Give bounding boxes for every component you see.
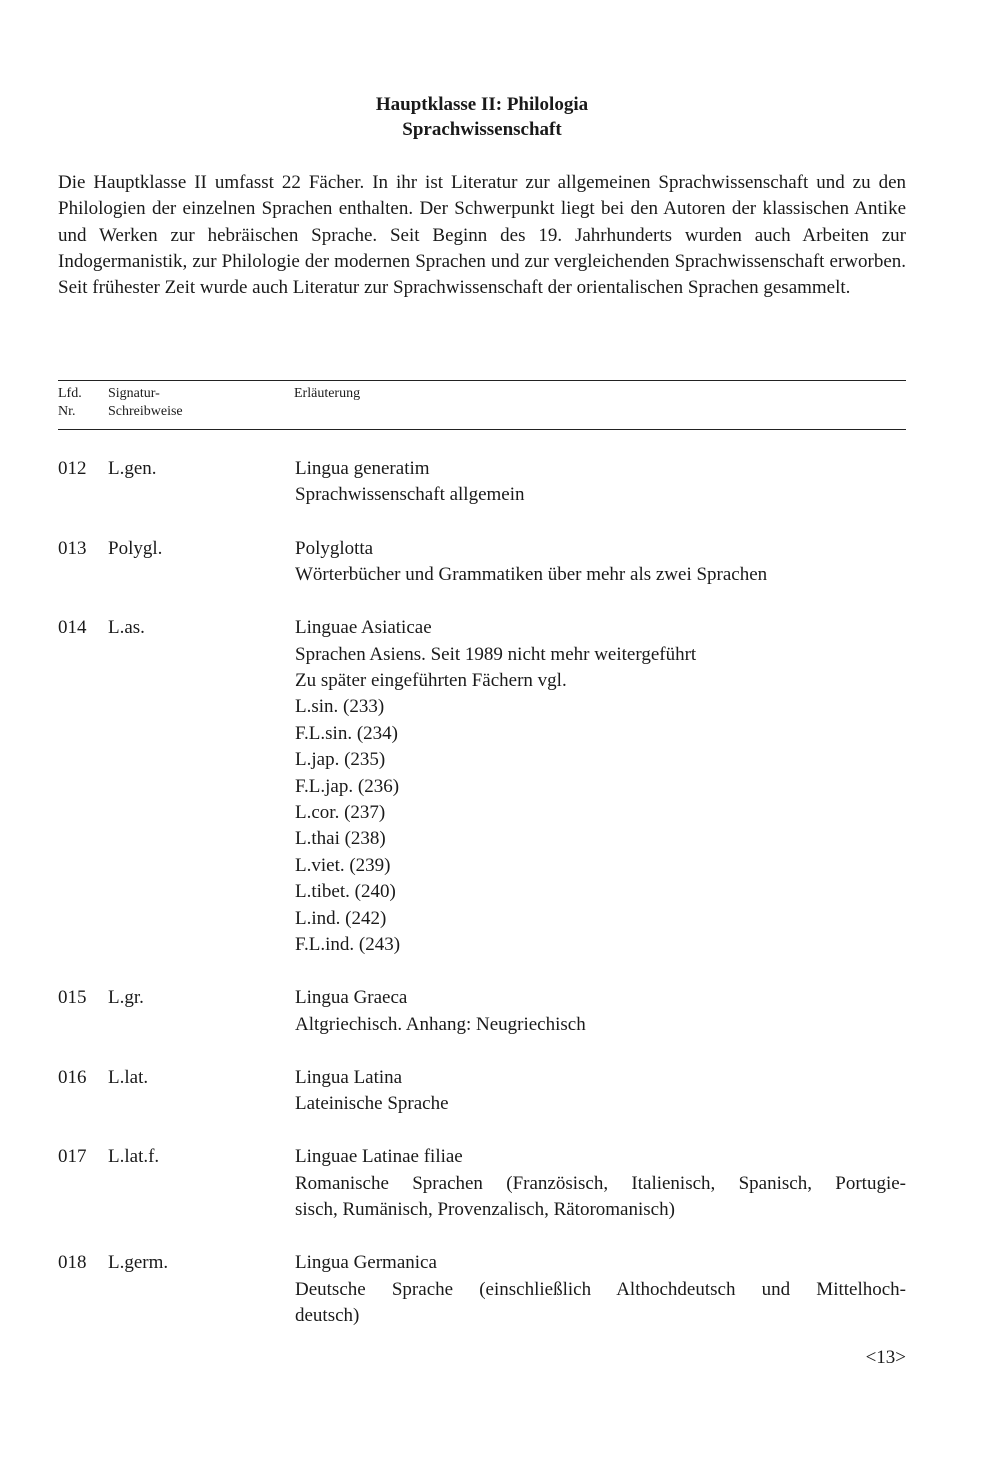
- table-top-rule: [58, 380, 906, 381]
- row-number: 013: [58, 537, 87, 559]
- row-number: 014: [58, 617, 87, 639]
- row-description: [295, 536, 906, 589]
- description-line: Lingua generatim: [295, 458, 430, 479]
- page-number: <13>: [865, 1347, 906, 1368]
- header-erlaeuterung: Erläuterung: [294, 386, 361, 401]
- row-number: 018: [58, 1252, 87, 1274]
- description-line: Wörterbücher und Grammatiken über mehr als zwei Sprachen: [295, 564, 768, 585]
- header-lfd-nr: [58, 385, 106, 421]
- row-signature: L.gr.: [108, 987, 144, 1009]
- row-number: 017: [58, 1146, 87, 1168]
- header-signatur: [108, 385, 238, 421]
- header-lfd-nr-line-2: Nr.: [58, 404, 76, 419]
- header-signatur-line-2: Schreibweise: [108, 404, 183, 419]
- description-line: Sprachen Asiens. Seit 1989 nicht mehr weitergeführt: [295, 643, 697, 665]
- description-line: F.L.sin. (234): [295, 722, 398, 744]
- description-line: L.cor. (237): [295, 802, 386, 824]
- row-description: [295, 1144, 906, 1223]
- description-line: Romanische Sprachen (Französisch, Italienisch, Spanisch, Portugie-: [295, 1172, 906, 1194]
- description-line: L.tibet. (240): [295, 881, 396, 903]
- description-line: Lingua Germanica: [295, 1252, 437, 1274]
- description-line: Sprachwissenschaft allgemein: [295, 484, 525, 506]
- description-line: L.ind. (242): [295, 907, 387, 929]
- description-line: Altgriechisch. Anhang: Neugriechisch: [295, 1013, 586, 1035]
- description-line: deutsch): [295, 1305, 360, 1327]
- row-signature: L.lat.f.: [108, 1146, 160, 1168]
- row-signature: Polygl.: [108, 537, 163, 559]
- description-line: Linguae Asiaticae: [295, 617, 432, 639]
- header-lfd-nr-line-1: Lfd.: [58, 386, 82, 401]
- description-line: F.L.ind. (243): [295, 934, 401, 956]
- row-signature: L.germ.: [108, 1252, 169, 1274]
- description-line: F.L.jap. (236): [295, 775, 400, 797]
- table-header-rule: [58, 429, 906, 430]
- row-number: 012: [58, 458, 87, 479]
- description-line: L.jap. (235): [295, 749, 386, 771]
- row-description: [295, 615, 906, 958]
- row-description: [295, 1250, 906, 1329]
- description-line: sisch, Rumänisch, Provenzalisch, Rätoromanisch): [295, 1199, 675, 1221]
- row-description: [295, 985, 906, 1038]
- description-line: Linguae Latinae filiae: [295, 1146, 463, 1168]
- title-line-2: Sprachwissenschaft: [402, 119, 562, 140]
- description-line: L.thai (238): [295, 828, 386, 850]
- row-signature: L.as.: [108, 617, 145, 639]
- description-line: Zu später eingeführten Fächern vgl.: [295, 670, 567, 691]
- row-description: [295, 1065, 906, 1118]
- row-number: 015: [58, 987, 87, 1009]
- row-signature: L.lat.: [108, 1066, 149, 1088]
- page-title: [58, 92, 906, 142]
- header-signatur-line-1: Signatur-: [108, 386, 160, 401]
- row-description: [295, 456, 906, 509]
- title-line-1: Hauptklasse II: Philologia: [375, 94, 589, 115]
- description-line: Polyglotta: [295, 537, 374, 559]
- description-line: Lingua Graeca: [295, 987, 408, 1009]
- intro-paragraph: Die Hauptklasse II umfasst 22 Fächer. In ihr ist Literatur zur allgemeinen Sprachwissenschaft und zu den Philologien der einzelnen Sprachen enthalten. Der Schwerpunkt liegt bei den Autoren der klassischen Antike und Werken zur hebräischen Sprache. Seit Beginn des 19. Jahrhunderts wurden auch Arbeiten zur Indogermanistik, zur Philologie der modernen Sprachen und zur vergleichenden Sprachwissenschaft erworben. Seit frühester Zeit wurde auch Literatur zur Sprachwissenschaft der orientalischen Sprachen gesammelt.: [58, 172, 906, 299]
- description-line: L.sin. (233): [295, 696, 385, 718]
- description-line: Lateinische Sprache: [295, 1093, 449, 1115]
- row-signature: L.gen.: [108, 458, 157, 479]
- description-line: Lingua Latina: [295, 1066, 403, 1088]
- row-number: 016: [58, 1066, 87, 1088]
- description-line: L.viet. (239): [295, 854, 391, 876]
- description-line: Deutsche Sprache (einschließlich Althochdeutsch und Mittelhoch-: [295, 1278, 906, 1300]
